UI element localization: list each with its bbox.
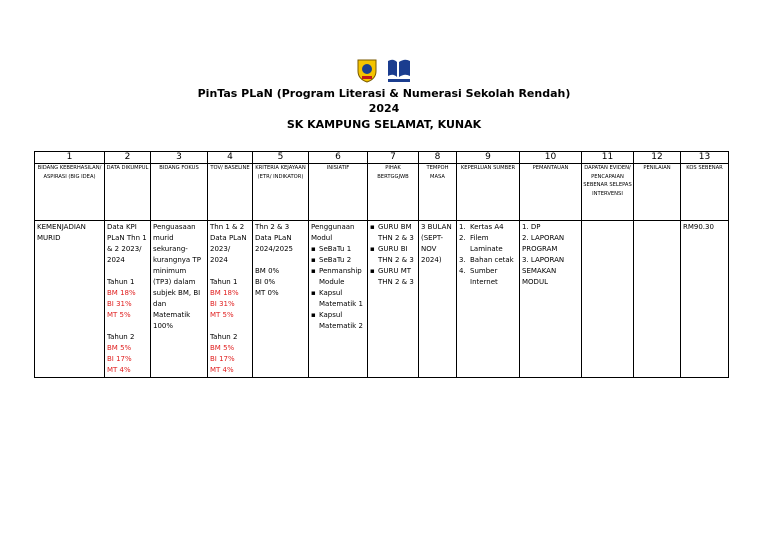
bullet-icon: ▪	[311, 256, 316, 264]
criteria-mt: MT 0%	[255, 289, 279, 297]
year2-mt: MT 4%	[107, 366, 131, 374]
year1-bi: BI 31%	[210, 300, 235, 308]
page-year: 2024	[368, 102, 400, 115]
focus-area-cell: Penguasaan murid sekurang-kurangnya TP minimum (TP3) dalam subjek BM, BI dan Matematik 100%	[151, 221, 208, 378]
resources-cell	[457, 221, 520, 378]
year1-bm: BM 18%	[210, 289, 239, 297]
evaluation-cell	[634, 221, 681, 378]
year1-label: Tahun 1	[107, 278, 135, 286]
col-header: BIDANG KEBERHASILAN/ ASPIRASI (BIG IDEA)	[35, 164, 105, 221]
year1-bm: BM 18%	[107, 289, 136, 297]
criteria-bi: BI 0%	[255, 278, 276, 286]
success-criteria-cell	[253, 221, 309, 378]
col-header: INISIATIF	[309, 164, 368, 221]
list-item: ▪ GURU BM THN 2 & 3	[370, 223, 414, 242]
column-header-row	[35, 164, 729, 221]
baseline-cell	[208, 221, 253, 378]
bullet-icon: ▪	[311, 245, 316, 253]
school-name: SK KAMPUNG SELAMAT, KUNAK	[286, 118, 482, 131]
initiative-cell	[309, 221, 368, 378]
col-header: TOV/ BASELINE	[208, 164, 253, 221]
col-header: PENILAIAN	[634, 164, 681, 221]
criteria-bm: BM 0%	[255, 267, 280, 275]
year2-bm: BM 5%	[107, 344, 132, 352]
list-item: 3. Bahan cetak	[459, 256, 514, 264]
criteria-intro: Thn 2 & 3 Data PLaN 2024/2025	[255, 223, 293, 253]
year1-bi: BI 31%	[107, 300, 132, 308]
list-item: 1. DP	[522, 223, 541, 231]
col-header: TEMPOH MASA	[419, 164, 457, 221]
col-number: 8	[419, 152, 457, 164]
list-item: 2. LAPORAN PROGRAM	[522, 234, 565, 253]
list-item: ▪ SeBaTu 1	[311, 245, 352, 253]
col-header: PEMANTAUAN	[520, 164, 582, 221]
plan-table	[34, 151, 729, 378]
evidence-cell	[582, 221, 634, 378]
year1-mt: MT 5%	[107, 311, 131, 319]
list-item: ▪ Kapsul Matematik 1	[311, 289, 363, 308]
col-number: 5	[253, 152, 309, 164]
col-number: 7	[368, 152, 419, 164]
school-crest-icon	[356, 58, 378, 83]
col-number: 6	[309, 152, 368, 164]
data-collected-cell	[105, 221, 151, 378]
col-header: DAPATAN EVIDEN/ PENCAPAIAN SEBENAR SELEPAS INTERVENSI	[582, 164, 634, 221]
col-number: 3	[151, 152, 208, 164]
initiative-intro: Penggunaan Modul	[311, 223, 355, 242]
col-header: DATA DIKUMPUL	[105, 164, 151, 221]
col-number: 13	[681, 152, 729, 164]
logo-area	[0, 55, 768, 85]
list-item: 1. Kertas A4	[459, 223, 504, 231]
bullet-icon: ▪	[311, 311, 316, 319]
list-item: ▪ Penmanship Module	[311, 267, 362, 286]
year2-bi: BI 17%	[210, 355, 235, 363]
bullet-icon: ▪	[370, 223, 375, 231]
baseline-intro: Thn 1 & 2 Data PLaN 2023/ 2024	[210, 223, 247, 264]
col-number: 9	[457, 152, 520, 164]
data-intro: Data KPI PLaN Thn 1 & 2 2023/ 2024	[107, 223, 147, 264]
table-row	[35, 221, 729, 378]
year2-bi: BI 17%	[107, 355, 132, 363]
monitoring-cell	[520, 221, 582, 378]
col-number: 2	[105, 152, 151, 164]
list-item: ▪ GURU MT THN 2 & 3	[370, 267, 414, 286]
duration-cell: 3 BULAN (SEPT-NOV 2024)	[419, 221, 457, 378]
col-header: KRITERIA KEJAYAAN (ETR/ INDIKATOR)	[253, 164, 309, 221]
list-item: 2. Filem Laminate	[459, 234, 503, 253]
list-item: 4. Sumber Internet	[459, 267, 498, 286]
year2-label: Tahun 2	[107, 333, 135, 341]
list-item: ▪ GURU BI THN 2 & 3	[370, 245, 414, 264]
aspiration-cell: KEMENJADIAN MURID	[35, 221, 105, 378]
year2-mt: MT 4%	[210, 366, 234, 374]
actual-cost-cell: RM90.30	[681, 221, 729, 378]
ministry-logo-icon	[385, 57, 413, 83]
bullet-icon: ▪	[311, 289, 316, 297]
bullet-icon: ▪	[370, 245, 375, 253]
col-header: BIDANG FOKUS	[151, 164, 208, 221]
year1-mt: MT 5%	[210, 311, 234, 319]
col-header: KEPERLUAN SUMBER	[457, 164, 520, 221]
bullet-icon: ▪	[370, 267, 375, 275]
year2-label: Tahun 2	[210, 333, 238, 341]
col-number: 10	[520, 152, 582, 164]
col-number: 1	[35, 152, 105, 164]
page-title: PinTas PLaN (Program Literasi & Numerasi Sekolah Rendah)	[197, 87, 571, 100]
list-item: ▪ SeBaTu 2	[311, 256, 352, 264]
col-header: KOS SEBENAR	[681, 164, 729, 221]
year2-bm: BM 5%	[210, 344, 235, 352]
col-number: 11	[582, 152, 634, 164]
column-number-row	[35, 152, 729, 164]
col-number: 12	[634, 152, 681, 164]
responsible-cell	[368, 221, 419, 378]
bullet-icon: ▪	[311, 267, 316, 275]
col-header: PIHAK BERTGGJWB	[368, 164, 419, 221]
year1-label: Tahun 1	[210, 278, 238, 286]
col-number: 4	[208, 152, 253, 164]
list-item: 3. LAPORAN SEMAKAN MODUL	[522, 256, 565, 286]
list-item: ▪ Kapsul Matematik 2	[311, 311, 363, 330]
